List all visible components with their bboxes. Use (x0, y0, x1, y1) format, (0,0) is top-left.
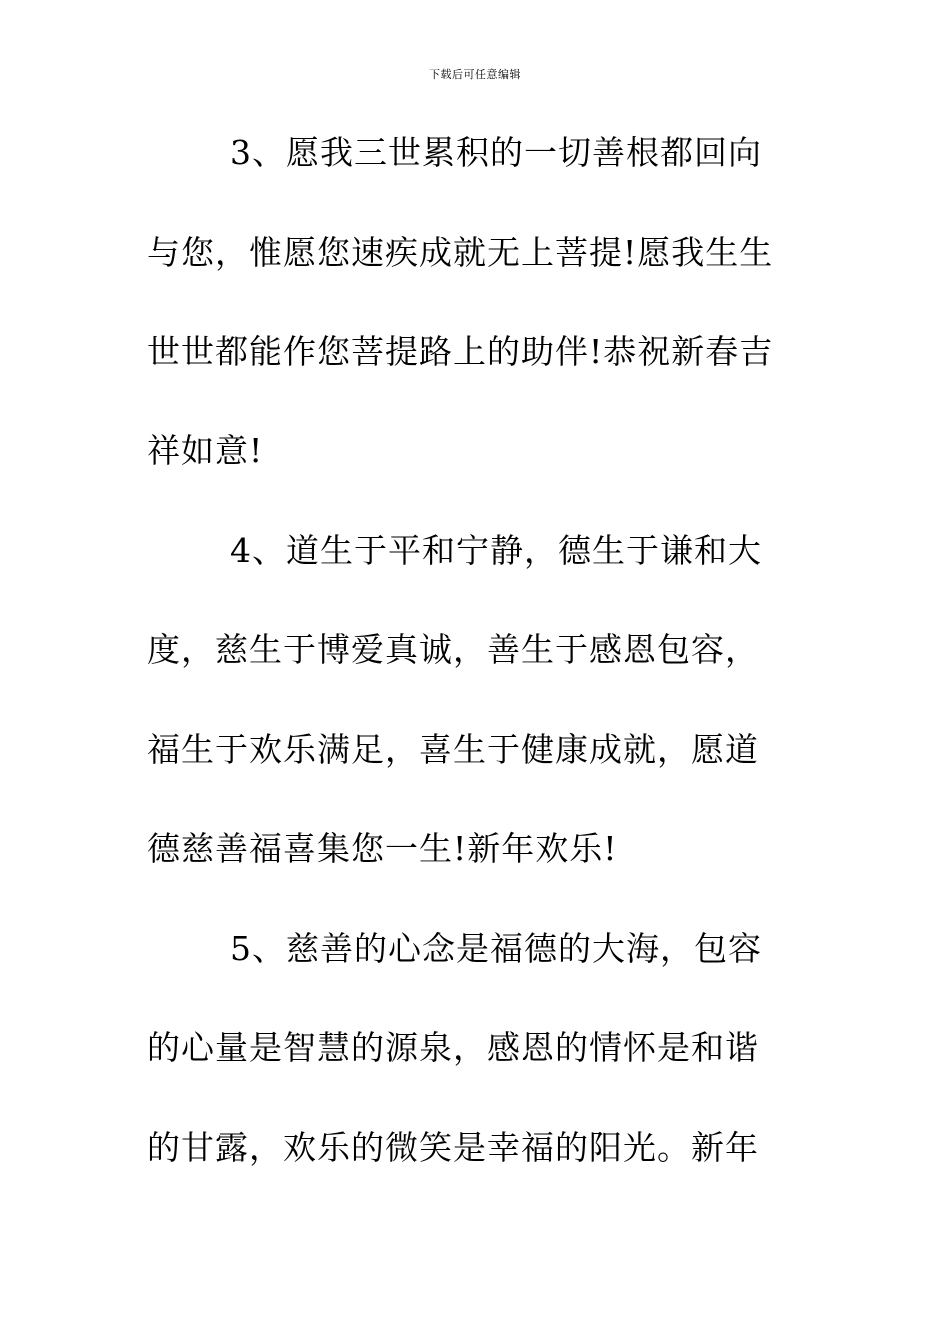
paragraph-line: 度，慈生于博爱真诚，善生于感恩包容， (147, 630, 759, 669)
paragraph-line: 的甘露，欢乐的微笑是幸福的阳光。新年 (147, 1128, 759, 1167)
paragraph-line: 世世都能作您菩提路上的助伴!恭祝新春吉 (147, 332, 774, 371)
paragraph-line: 祥如意! (147, 431, 264, 470)
paragraph-line: 福生于欢乐满足，喜生于健康成就，愿道 (147, 730, 759, 769)
page-header: 下载后可任意编辑 (429, 68, 521, 81)
paragraph-line: 4、道生于平和宁静，德生于谦和大 (196, 531, 762, 570)
paragraph-line: 与您，惟愿您速疾成就无上菩提!愿我生生 (147, 233, 774, 272)
paragraph-line: 的心量是智慧的源泉，感恩的情怀是和谐 (147, 1028, 759, 1067)
paragraph-line: 德慈善福喜集您一生!新年欢乐! (147, 829, 618, 868)
paragraph-line: 3、愿我三世累积的一切善根都回向 (196, 133, 762, 172)
paragraph-line: 5、慈善的心念是福德的大海，包容 (196, 929, 762, 968)
